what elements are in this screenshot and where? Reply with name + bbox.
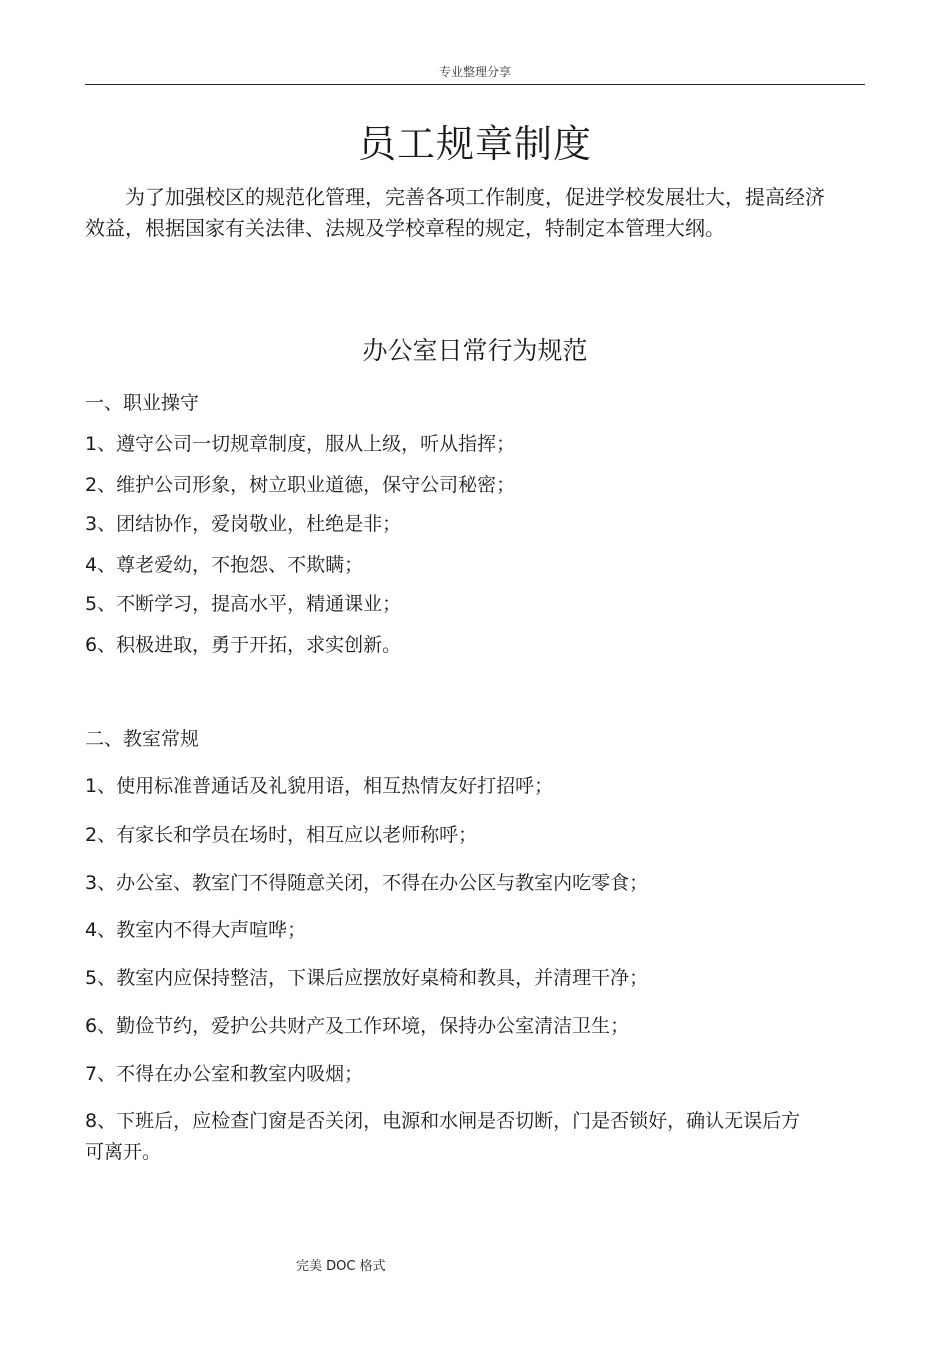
list-item: 4、尊老爱幼，不抱怨、不欺瞒； — [85, 554, 364, 576]
part1-heading: 一、职业操守 — [85, 392, 200, 414]
list-item: 4、教室内不得大声喧哗； — [85, 919, 307, 941]
list-item: 2、有家长和学员在场时，相互应以老师称呼； — [85, 824, 478, 846]
document-title: 员工规章制度 — [357, 122, 592, 166]
section-title: 办公室日常行为规范 — [362, 336, 588, 365]
header-divider — [85, 84, 865, 85]
list-item: 6、积极进取，勇于开拓，求实创新。 — [85, 634, 402, 656]
list-item: 8、下班后，应检查门窗是否关闭，电源和水闸是否切断，门是否锁好，确认无误后方可离开。 — [85, 1110, 801, 1163]
page-header: 专业整理分享 — [438, 65, 511, 79]
list-item: 7、不得在办公室和教室内吸烟； — [85, 1063, 364, 1085]
list-item: 3、团结协作，爱岗敬业，杜绝是非； — [85, 513, 402, 535]
part2-heading: 二、教室常规 — [85, 728, 200, 750]
list-item: 3、办公室、教室门不得随意关闭，不得在办公区与教室内吃零食； — [85, 872, 649, 894]
list-item: 2、维护公司形象，树立职业道德，保守公司秘密； — [85, 474, 516, 496]
list-item: 5、不断学习，提高水平，精通课业； — [85, 593, 402, 615]
list-item: 1、使用标准普通话及礼貌用语，相互热情友好打招呼； — [85, 775, 554, 797]
intro-paragraph: 为了加强校区的规范化管理，完善各项工作制度，促进学校发展壮大，提高经济效益，根据国家有关法律、法规及学校章程的规定，特制定本管理大纲。 — [85, 185, 825, 240]
page-footer: 完美 DOC 格式 — [296, 1259, 386, 1274]
list-item: 1、遵守公司一切规章制度，服从上级，听从指挥； — [85, 433, 516, 455]
list-item: 6、勤俭节约，爱护公共财产及工作环境，保持办公室清洁卫生； — [85, 1015, 630, 1037]
list-item: 5、教室内应保持整洁，下课后应摆放好桌椅和教具，并清理干净； — [85, 967, 649, 989]
